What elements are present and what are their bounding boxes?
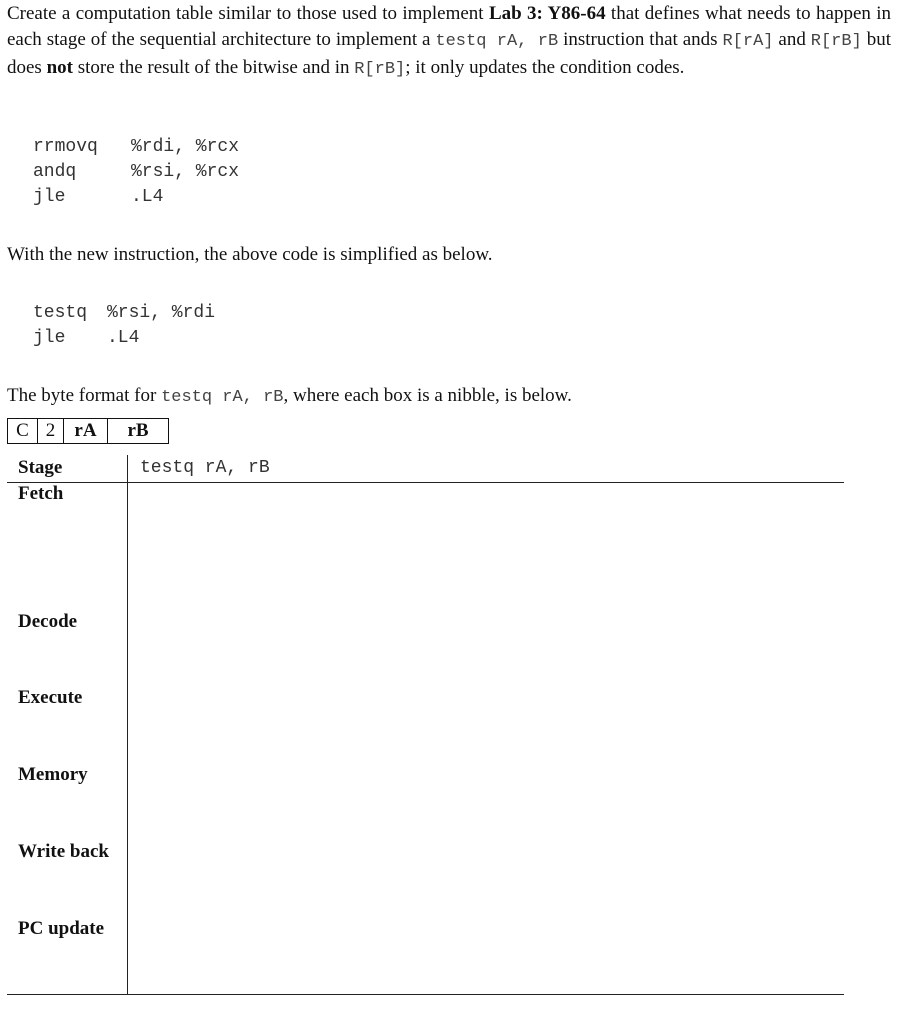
stage-memory-cell[interactable]	[137, 764, 837, 824]
code-args: .L4	[131, 187, 164, 207]
table-header-instruction: testq rA, rB	[140, 458, 270, 478]
intro-text-4: and	[773, 29, 811, 50]
nibble-rb: rB	[127, 420, 149, 441]
intro-paragraph	[7, 1, 891, 83]
code-op: andq	[33, 162, 77, 182]
code-op: rrmovq	[33, 137, 98, 157]
stage-write-back: Write back	[18, 841, 109, 862]
stage-write-back-cell[interactable]	[137, 841, 837, 901]
intro-reg-b: R[rB]	[810, 32, 862, 51]
code-args: %rsi, %rcx	[131, 162, 240, 182]
code-line	[33, 326, 215, 351]
stage-decode: Decode	[18, 611, 78, 632]
stage-memory: Memory	[18, 764, 88, 785]
byte-format-instruction: testq rA, rB	[161, 388, 284, 407]
table-header-stage: Stage	[18, 457, 63, 478]
table-vertical-rule	[127, 455, 128, 995]
nibble-icode: C	[8, 419, 38, 443]
intro-not: not	[46, 57, 73, 78]
intro-reg-a: R[rA]	[722, 32, 774, 51]
intro-text-1: Create a computation table similar to those used to implement	[7, 3, 489, 24]
code-line	[33, 185, 239, 210]
code-op: testq	[33, 303, 88, 323]
code-args: %rsi, %rdi	[107, 303, 216, 323]
computation-table	[7, 455, 844, 996]
stage-fetch-cell[interactable]	[137, 483, 837, 603]
stage-execute-cell[interactable]	[137, 687, 837, 747]
byte-format-box	[7, 418, 169, 444]
table-bottom-rule	[7, 994, 844, 995]
stage-pc-update-cell[interactable]	[137, 918, 837, 978]
stage-decode-cell[interactable]	[137, 611, 837, 671]
intro-text-3: instruction that ands	[558, 29, 723, 50]
code-op: jle	[33, 328, 66, 348]
code-line	[33, 301, 215, 326]
intro-text-5: but does	[7, 29, 892, 78]
code-args: .L4	[107, 328, 140, 348]
code-block-after	[33, 301, 215, 351]
code-line	[33, 135, 239, 160]
intro-instruction: testq rA, rB	[435, 32, 559, 51]
byte-format-text-2: , where each box is a nibble, is below.	[283, 385, 572, 406]
code-line	[33, 160, 239, 185]
stage-fetch: Fetch	[18, 483, 64, 504]
byte-format-paragraph	[7, 383, 891, 411]
stage-pc-update: PC update	[18, 918, 105, 939]
lab-title: Lab 3: Y86-64	[488, 3, 606, 24]
intro-reg-b-2: R[rB]	[354, 60, 406, 79]
intro-text-2: that defines what needs to happen in each stage of the sequential architecture to implement a	[7, 3, 892, 50]
byte-format-text-1: The byte format for	[7, 385, 162, 406]
nibble-ifun: 2	[38, 419, 64, 443]
intro-text-6: store the result of the bitwise and in	[72, 57, 355, 78]
intro-text-7: ; it only updates the condition codes.	[405, 57, 685, 78]
code-block-before	[33, 135, 239, 210]
code-op: jle	[33, 187, 66, 207]
nibble-ra: rA	[64, 419, 108, 443]
code-args: %rdi, %rcx	[131, 137, 240, 157]
stage-execute: Execute	[18, 687, 83, 708]
simplified-paragraph: With the new instruction, the above code is simplified as below.	[7, 244, 493, 265]
